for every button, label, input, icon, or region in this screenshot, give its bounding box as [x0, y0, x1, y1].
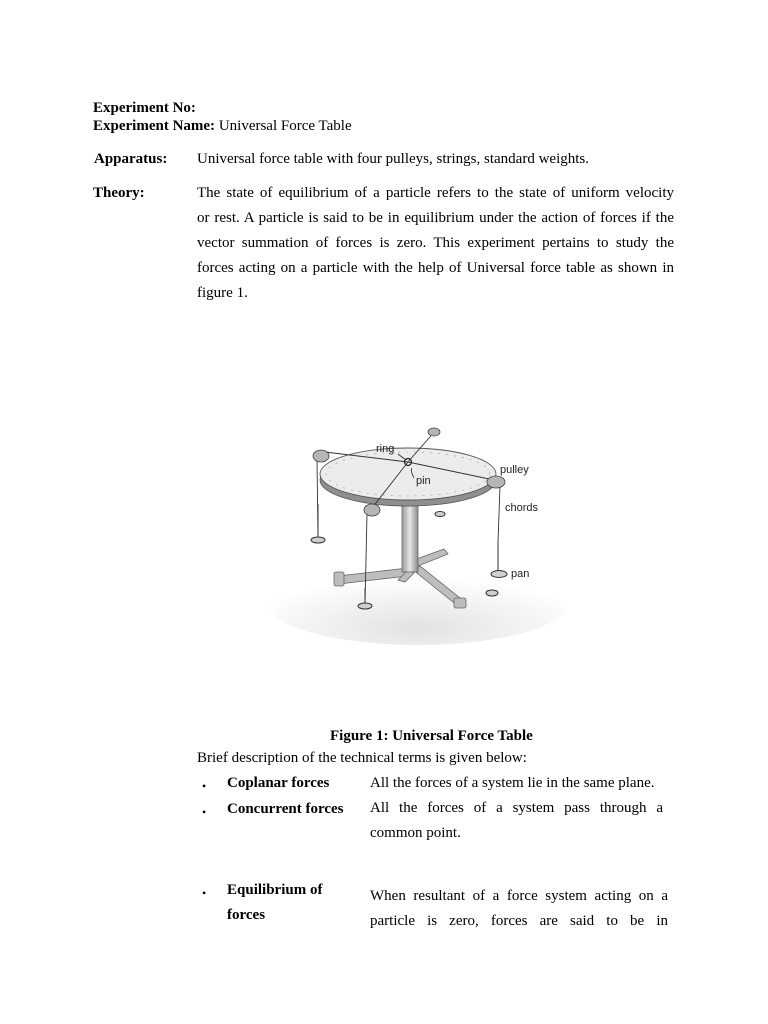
term-label: Concurrent forces	[227, 801, 344, 817]
term-description: common point.	[370, 825, 461, 841]
label-chords: chords	[505, 502, 539, 514]
theory-line: figure 1.	[197, 285, 248, 301]
experiment-name-label: Experiment Name:	[93, 118, 216, 134]
term-description: When resultant of a force system acting on a	[370, 888, 668, 904]
theory-line: The state of equilibrium of a particle refers to the state of uniform velocity	[197, 185, 674, 201]
label-pan: pan	[511, 568, 530, 580]
term-description: particle is zero, forces are said to be in	[370, 913, 668, 929]
figure-caption: Figure 1: Universal Force Table	[330, 728, 533, 744]
term-label: forces	[227, 907, 266, 923]
theory-line: vector summation of forces is zero. This experiment pertains to study the	[197, 235, 674, 251]
bullet-icon: •	[202, 886, 207, 900]
experiment-name-value: Universal Force Table	[218, 118, 352, 134]
term-description: All the forces of a system pass through a	[370, 800, 663, 816]
label-pin: pin	[416, 475, 431, 487]
table-post	[402, 506, 418, 572]
apparatus-label: Apparatus:	[94, 151, 168, 167]
label-pulley: pulley	[500, 464, 529, 476]
theory-line: forces acting on a particle with the help of Universal force table as shown in	[197, 260, 674, 276]
table-disk	[320, 448, 496, 506]
theory-label: Theory:	[93, 185, 145, 201]
term-description: All the forces of a system lie in the same plane.	[370, 775, 655, 791]
term-label: Coplanar forces	[227, 775, 330, 791]
terms-intro: Brief description of the technical terms is given below:	[197, 750, 527, 766]
bullet-icon: •	[202, 805, 207, 819]
bullet-icon: •	[202, 779, 207, 793]
theory-line: or rest. A particle is said to be in equilibrium under the action of forces if the	[197, 210, 674, 226]
term-label: Equilibrium of	[227, 882, 323, 898]
apparatus-text: Universal force table with four pulleys, strings, standard weights.	[197, 151, 589, 167]
force-table-figure	[268, 418, 568, 646]
experiment-no-label: Experiment No:	[93, 100, 196, 116]
label-ring: ring	[376, 443, 395, 455]
experiment-name-row	[93, 118, 352, 135]
